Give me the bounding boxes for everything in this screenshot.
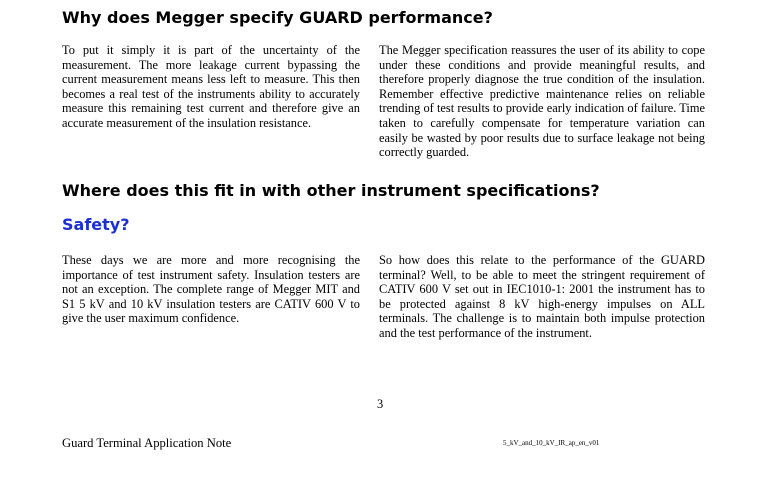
heading-guard-performance: Why does Megger specify GUARD performance?	[62, 8, 493, 27]
heading-safety: Safety?	[62, 215, 130, 234]
footer-document-code: 5_kV_and_10_kV_IR_ap_en_v01	[503, 439, 600, 447]
page-number: 3	[377, 397, 384, 411]
footer-title: Guard Terminal Application Note	[62, 436, 232, 450]
guard-paragraph-right: The Megger specification reassures the user of its ability to cope under these conditions and provide meaningful results, and therefore properly diagnose the true condition of the insulation. Remember effective predictive maintenance relies on reliable trending of test results to provide early indication of failure. Time taken to carefully compensate for temperature variation can easily be wasted by poor results due to surface leakage not being correctly guarded.	[379, 43, 705, 160]
guard-paragraph-left: To put it simply it is part of the uncertainty of the measurement. The more leakage current bypassing the current measurement means less left to measure. This then becomes a real test of the instruments ability to accurately measure this remaining test current and therefore give an accurate measurement of the insulation resistance.	[62, 43, 360, 130]
safety-paragraph-right: So how does this relate to the performance of the GUARD terminal? Well, to be able to meet the stringent requirement of CATIV 600 V set out in IEC1010-1: 2001 the instrument has to be protected against 8 kV high-energy impulses on ALL terminals. The challenge is to maintain both impulse protection and the test performance of the instrument.	[379, 253, 705, 340]
safety-paragraph-left: These days we are more and more recognising the importance of test instrument safety. Insulation testers are not an exception. The complete range of Megger MIT and S1 5 kV and 10 kV insulation testers are CATIV 600 V to give the user maximum confidence.	[62, 253, 360, 326]
heading-instrument-specifications: Where does this fit in with other instrument specifications?	[62, 181, 600, 200]
